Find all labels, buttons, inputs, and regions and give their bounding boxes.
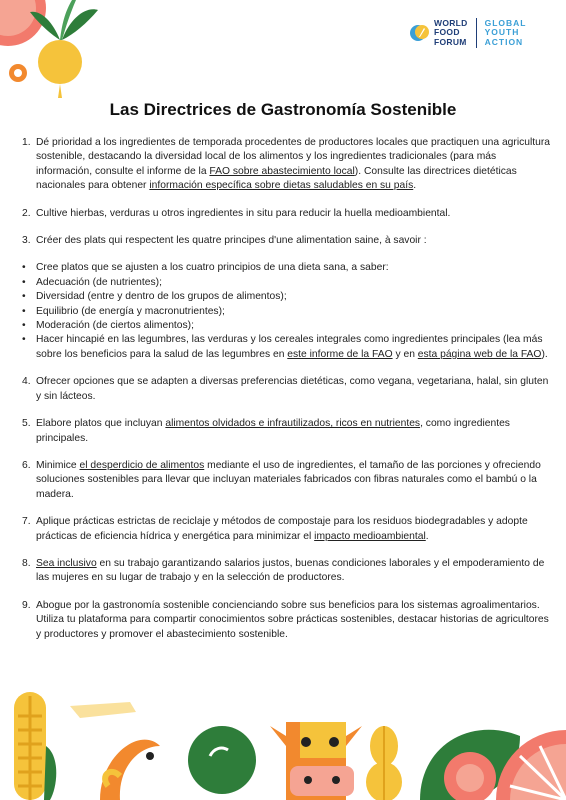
bullet-item xyxy=(22,333,552,362)
wff-wordmark xyxy=(434,19,468,48)
item-text xyxy=(36,557,552,586)
text-part: . xyxy=(413,180,417,192)
guideline-2 xyxy=(22,207,552,221)
link-fao-webpage[interactable]: esta página web de la FAO xyxy=(417,348,542,360)
item-text: Ofrecer opciones que se adapten a diversas preferencias dietéticas, como vegana, vegetariana, halal, sin gluten y sin lácteos. xyxy=(36,376,549,402)
text-part: Elabore platos que incluyan xyxy=(36,418,166,430)
vegetables-illustration-top xyxy=(0,0,120,100)
gya-line2: YOUTH xyxy=(484,27,520,38)
guideline-7 xyxy=(22,515,552,544)
text-part: mediante el uso de ingredientes, el tamaño de las porciones y ofreciendo soluciones sostenibles para llevar que incluyan materiales fabricados con fibras naturales como el bambú o la madera. xyxy=(36,459,541,500)
bullet-text: Adecuación (de nutrientes); xyxy=(36,276,162,288)
link-fao-local-sourcing[interactable]: FAO sobre abastecimiento local xyxy=(209,165,355,177)
guideline-5 xyxy=(22,417,552,446)
link-healthy-diets-country[interactable]: información específica sobre dietas saludables en su país xyxy=(149,180,414,192)
item-number: 6. xyxy=(22,459,31,471)
item-number: 9. xyxy=(22,599,31,611)
bullet-list xyxy=(22,261,552,362)
bullet-text: Equilibrio (de energía y macronutrientes); xyxy=(36,305,225,317)
gya-line3: ACTION xyxy=(484,36,524,47)
text-part: . xyxy=(425,530,429,542)
item-text: Abogue por la gastronomía sostenible concienciando sobre sus beneficios para los sistemas agroalimentarios. Utiliza tu plataforma para compartir conocimientos sobre prácticas sostenibles, destacar historias de agricultores y productores y promover el abastecimiento sostenible. xyxy=(36,599,549,640)
item-number: 8. xyxy=(22,557,31,569)
item-number: 3. xyxy=(22,235,31,247)
bullet-icon: • xyxy=(22,305,26,317)
link-fao-pulses-report[interactable]: este informe de la FAO xyxy=(287,348,393,360)
bullet-text: Cree platos que se ajusten a los cuatro principios de una dieta sana, a saber: xyxy=(36,262,389,274)
bullet-icon: • xyxy=(22,291,26,303)
food-illustration-bottom xyxy=(0,686,566,800)
shrimp-icon xyxy=(70,702,160,800)
link-environmental-impact[interactable]: impacto medioambiental xyxy=(314,530,426,542)
bullet-text: Diversidad (entre y dentro de los grupos de alimentos); xyxy=(36,291,287,303)
bullet-item xyxy=(22,305,552,319)
item-text xyxy=(36,515,552,544)
world-food-forum-logo[interactable] xyxy=(410,18,527,48)
guideline-6 xyxy=(22,459,552,502)
item-text xyxy=(36,417,552,446)
cow-icon xyxy=(270,722,362,800)
squash-icon xyxy=(366,726,402,800)
bullet-text xyxy=(36,333,552,362)
logo-separator xyxy=(476,18,477,48)
guideline-9 xyxy=(22,599,552,642)
item-text xyxy=(36,459,552,502)
link-be-inclusive[interactable]: Sea inclusivo xyxy=(36,557,97,569)
link-neglected-foods[interactable]: alimentos olvidados e infrautilizados, ricos en nutrientes xyxy=(165,418,421,430)
guideline-4 xyxy=(22,375,552,404)
corn-icon xyxy=(14,692,56,800)
item-number: 4. xyxy=(22,376,31,388)
text-part: Hacer hincapié en las legumbres, las verduras y los cereales integrales como ingredientes principales (lea más sobre los beneficios para la salud de las legumbres en xyxy=(36,334,543,360)
item-number: 7. xyxy=(22,516,31,528)
guideline-3 xyxy=(22,234,552,248)
guideline-8 xyxy=(22,557,552,586)
wff-logo-icon xyxy=(410,23,430,43)
gya-line1: GLOBAL xyxy=(484,17,527,28)
bullet-item xyxy=(22,261,552,275)
guideline-1 xyxy=(22,136,552,194)
page-title: Las Directrices de Gastronomía Sostenible xyxy=(109,100,457,119)
item-number: 5. xyxy=(22,418,31,430)
text-part: Aplique prácticas estrictas de reciclaje y métodos de compostaje para los residuos biodegradables y adopte prácticas de eficiencia hídrica y energética para minimizar el xyxy=(36,516,528,542)
global-youth-action-wordmark xyxy=(485,19,527,48)
link-food-waste[interactable]: el desperdicio de alimentos xyxy=(79,459,205,471)
item-text: Cultive hierbas, verduras u otros ingredientes in situ para reducir la huella medioambiental. xyxy=(36,207,451,219)
bullet-icon: • xyxy=(22,320,26,332)
bullet-icon: • xyxy=(22,334,26,346)
text-part: ). Consulte las directrices dietéticas nacionales para obtener xyxy=(36,165,517,192)
bullet-item xyxy=(22,276,552,290)
text-part: Minimice xyxy=(36,459,80,471)
wff-line1: WORLD xyxy=(434,17,468,28)
bullet-item xyxy=(22,319,552,333)
text-part: y en xyxy=(392,348,418,360)
wff-line2: FOOD xyxy=(434,27,460,38)
bullet-item xyxy=(22,290,552,304)
item-text xyxy=(36,136,552,194)
wff-line3: FORUM xyxy=(434,36,467,47)
text-part: en su trabajo garantizando salarios justos, buenas condiciones laborales y el empoderamiento de las mujeres en su lugar de trabajo y en la selección de productores. xyxy=(36,557,545,584)
item-number: 2. xyxy=(22,207,31,219)
text-part: Dé prioridad a los ingredientes de temporada procedentes de productores locales que practiquen una agricultura sostenible, destacando la diversidad local de los alimentos y los ingredientes tradicionales (para más información, consulte el informe de la xyxy=(36,137,551,177)
text-part: , como ingredientes principales. xyxy=(36,418,510,444)
pea-icon xyxy=(188,726,256,794)
bullet-text: Moderación (de ciertos alimentos); xyxy=(36,320,194,332)
bullet-icon: • xyxy=(22,262,26,274)
guidelines-list xyxy=(22,136,552,655)
text-part: ). xyxy=(541,348,548,360)
item-text: Créer des plats qui respectent les quatre principes d'une alimentation saine, à savoir : xyxy=(36,235,427,247)
item-number: 1. xyxy=(22,137,31,148)
bullet-icon: • xyxy=(22,276,26,288)
